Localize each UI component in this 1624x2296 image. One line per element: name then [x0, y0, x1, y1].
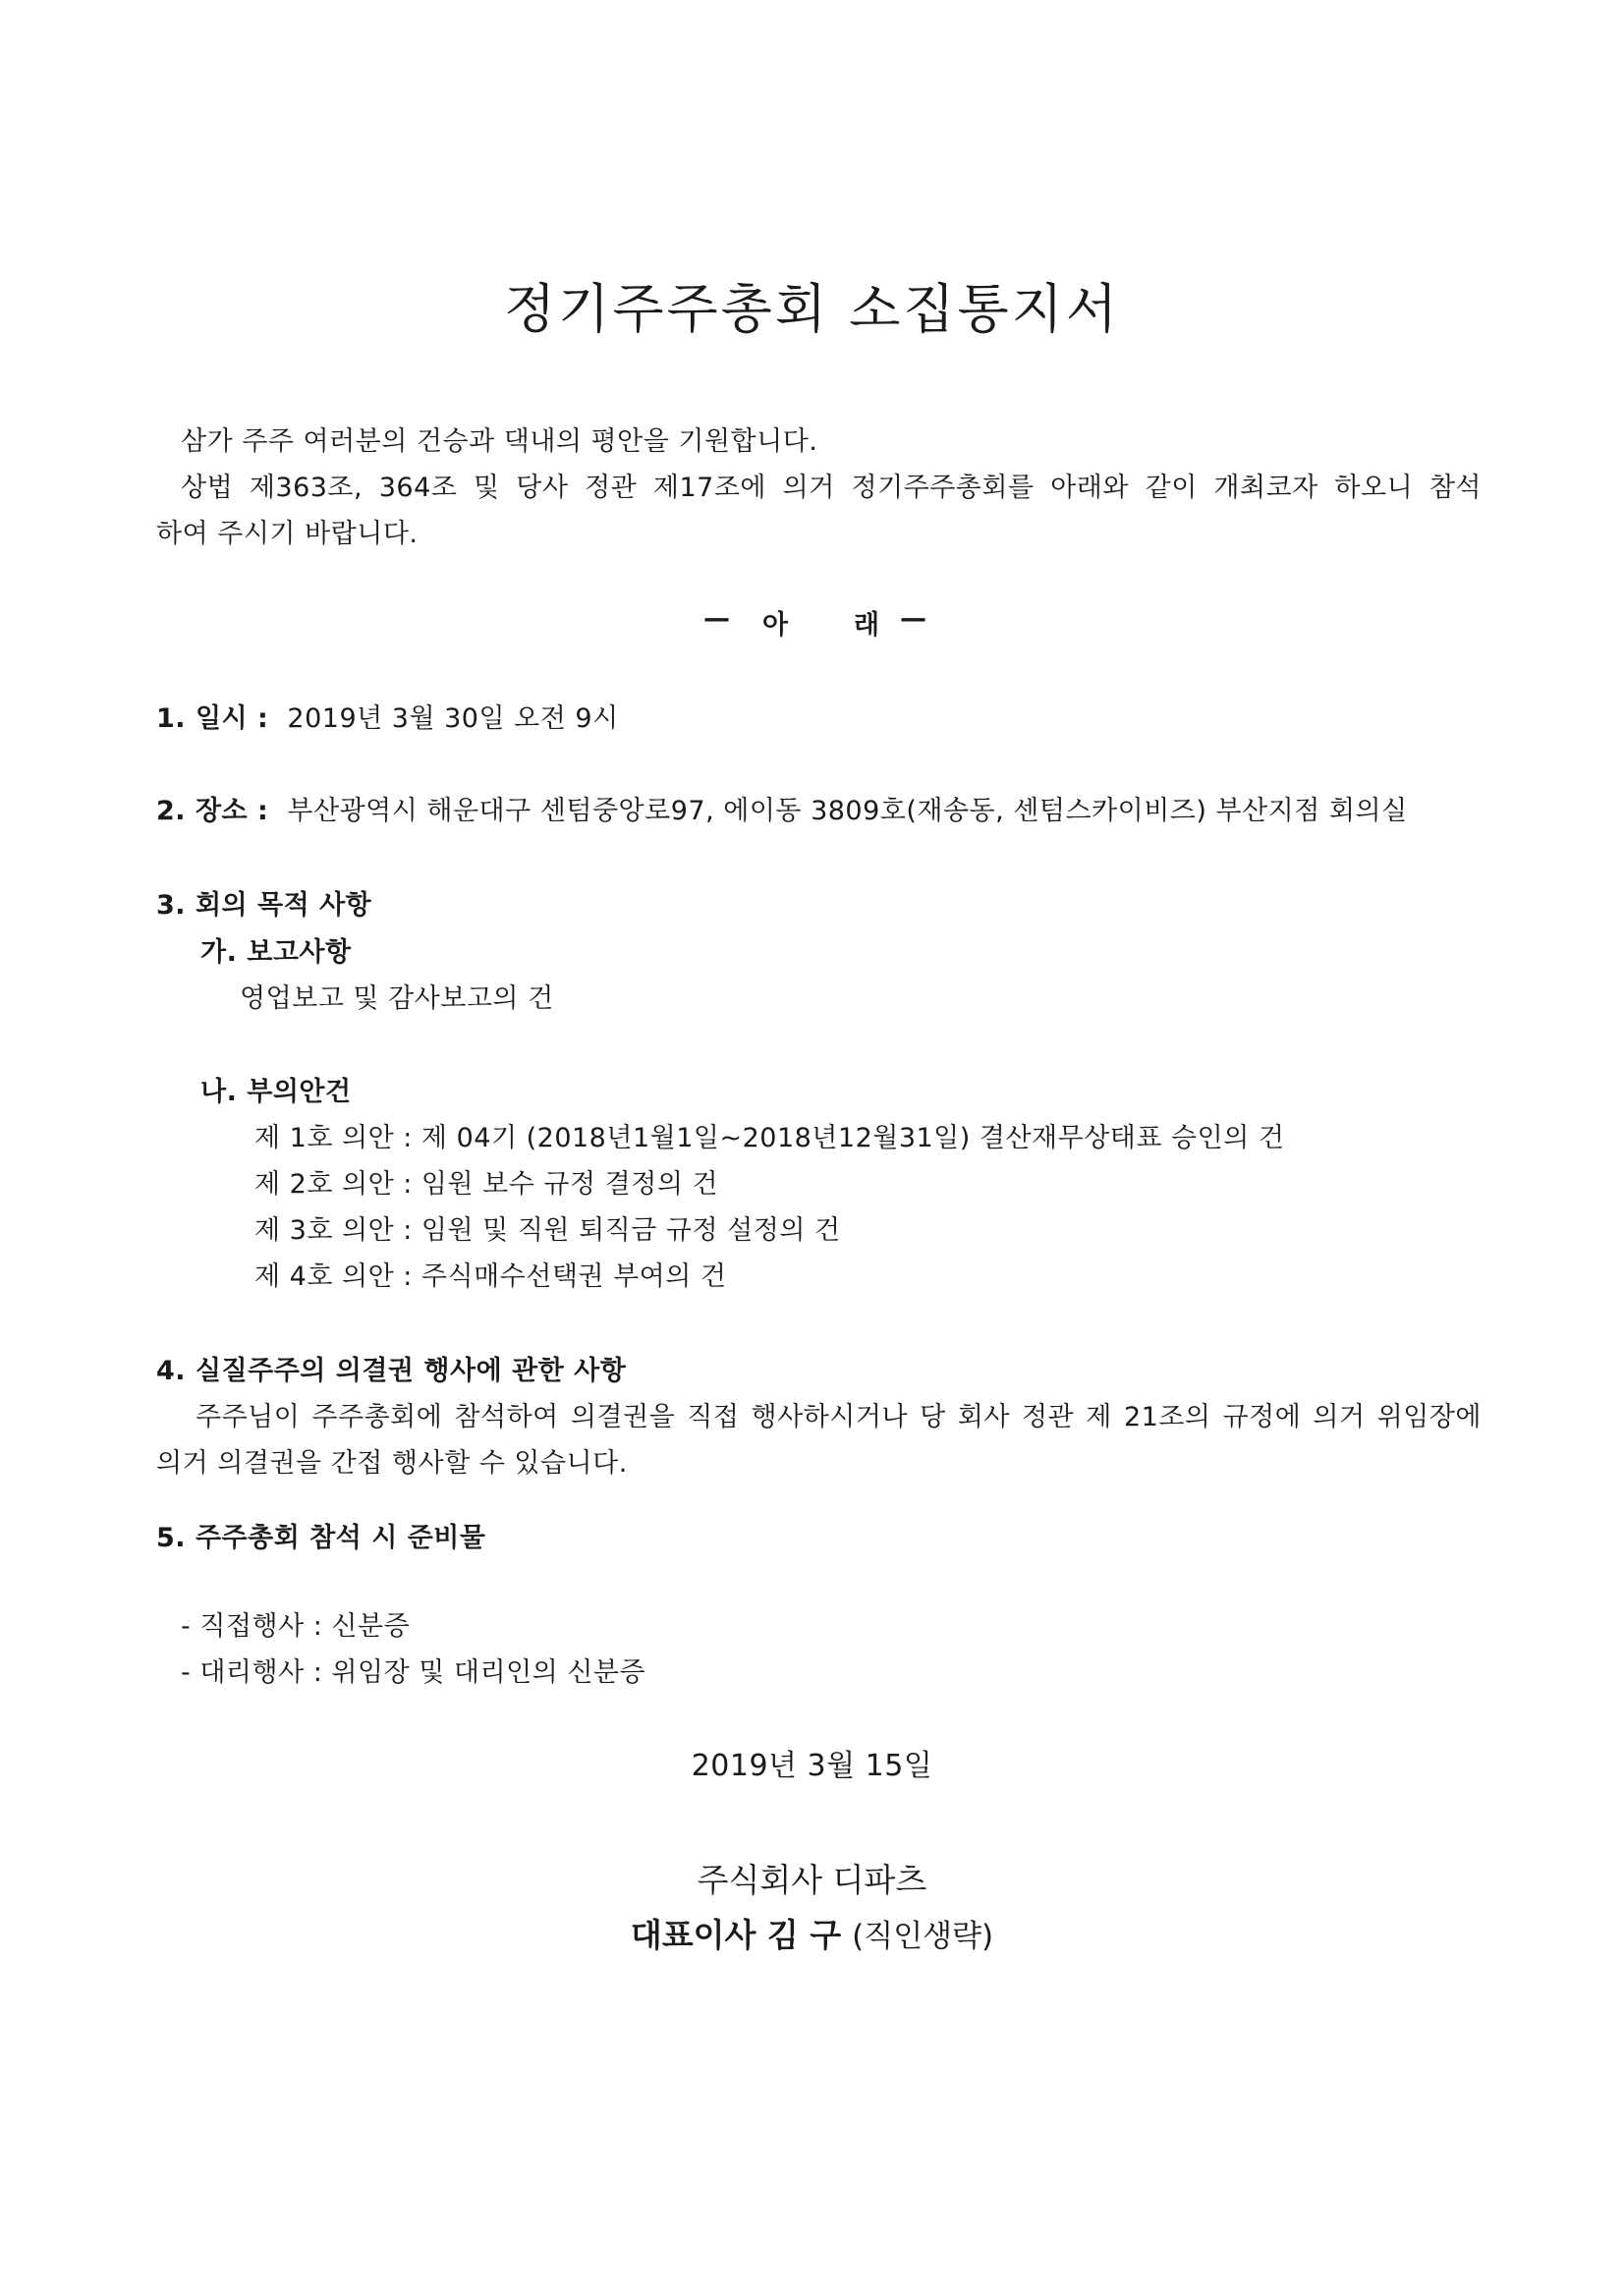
company-name: 주식회사 디파츠 [697, 1861, 927, 1899]
preparation-item-1: - 직접행사 : 신분증 [181, 1611, 411, 1642]
document-title: 정기주주총회 소집통지서 [504, 278, 1120, 340]
section-purpose-heading: 3. 회의 목적 사항 [156, 890, 372, 921]
intro-line-3: 하여 주시기 바랍니다. [156, 519, 419, 549]
agenda-item-1: 제 1호 의안 : 제 04기 (2018년1월1일~2018년12월31일) 결산재무상태표 승인의 건 [254, 1123, 1285, 1153]
representative-name: 대표이사 김 구 [630, 1916, 842, 1954]
date-label: 1. 일시 : [156, 703, 269, 734]
representative-line [0, 1910, 1624, 1956]
preparation-item-2: - 대리행사 : 위임장 및 대리인의 신분증 [181, 1657, 646, 1688]
report-item: 영업보고 및 감사보고의 건 [240, 983, 554, 1014]
separator-left-dash: — [703, 603, 730, 634]
voting-line-1: 주주님이 주주총회에 참석하여 의결권을 직접 행사하시거나 당 회사 정관 제 21조의 규정에 의거 위임장에 [196, 1402, 1482, 1432]
agenda-item-4: 제 4호 의안 : 주식매수선택권 부여의 건 [254, 1261, 727, 1292]
agenda-item-2: 제 2호 의안 : 임원 보수 규정 결정의 건 [254, 1169, 719, 1200]
section-date [156, 697, 619, 735]
intro-line-2: 상법 제363조, 364조 및 당사 정관 제17조에 의거 정기주주총회를 아래와 같이 개최코자 하오니 참석 [181, 473, 1482, 503]
agenda-heading: 나. 부의안건 [200, 1077, 352, 1107]
agenda-item-3: 제 3호 의안 : 임원 및 직원 퇴직금 규정 설정의 건 [254, 1215, 841, 1246]
notice-date: 2019년 3월 15일 [691, 1749, 933, 1783]
report-heading: 가. 보고사항 [200, 937, 352, 968]
place-value: 부산광역시 해운대구 센텀중앙로97, 에이동 3809호(재송동, 센텀스카이비즈) 부산지점 회의실 [287, 796, 1408, 826]
place-label: 2. 장소 : [156, 796, 269, 826]
section-place [156, 789, 1408, 827]
separator-word-a: 아 [762, 610, 789, 641]
seal-omitted-note: (직인생략) [852, 1919, 994, 1954]
section-voting-heading: 4. 실질주주의 의결권 행사에 관한 사항 [156, 1356, 627, 1386]
section-preparation-heading: 5. 주주총회 참석 시 준비물 [156, 1523, 486, 1553]
intro-line-1: 삼가 주주 여러분의 건승과 댁내의 평안을 기원합니다. [181, 426, 818, 457]
voting-line-2: 의거 의결권을 간접 행사할 수 있습니다. [156, 1448, 628, 1479]
date-value: 2019년 3월 30일 오전 9시 [287, 703, 619, 734]
separator-word-rae: 래 [854, 610, 880, 641]
separator-right-dash: — [900, 603, 926, 634]
